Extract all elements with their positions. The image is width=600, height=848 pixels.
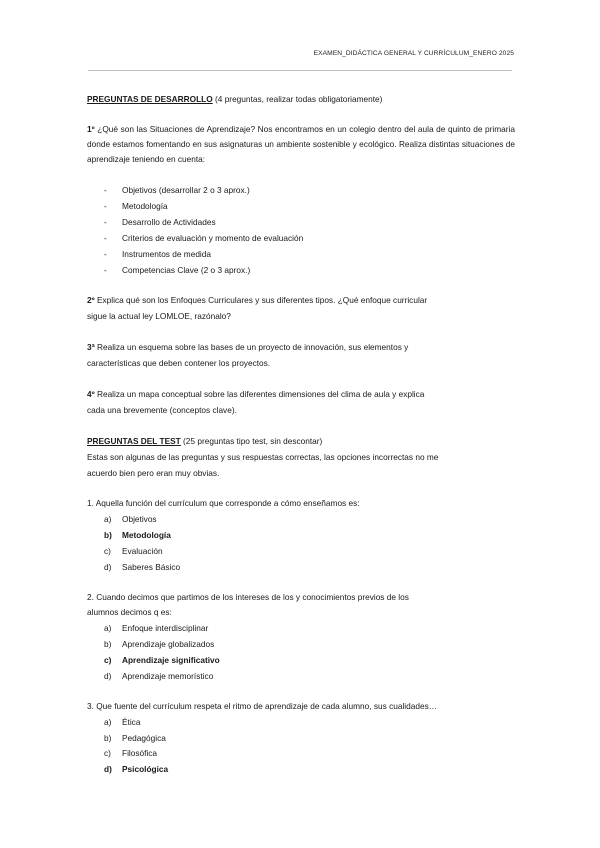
- header-divider: [88, 70, 512, 71]
- list-item-text: Metodología: [122, 201, 168, 211]
- test-heading: PREGUNTAS DEL TEST: [87, 436, 181, 446]
- option-letter: c): [104, 655, 112, 665]
- test-question-1: 1. Aquella función del currículum que corresponde a cómo enseñamos es:: [87, 498, 360, 508]
- option-letter: a): [104, 514, 112, 524]
- test-heading-note: (25 preguntas tipo test, sin descontar): [180, 436, 323, 446]
- question-4-number: 4º: [87, 389, 95, 399]
- option-letter: b): [104, 639, 112, 649]
- option-text: Aprendizaje globalizados: [122, 639, 215, 649]
- option-text: Enfoque interdisciplinar: [122, 623, 209, 633]
- question-2-number: 2º: [87, 295, 95, 305]
- list-item-text: Desarrollo de Actividades: [122, 217, 216, 227]
- test-intro: Estas son algunas de las preguntas y sus respuestas correctas, las opciones incorrectas no me: [87, 452, 439, 462]
- option-letter: b): [104, 530, 112, 540]
- question-3-number: 3ª: [87, 342, 95, 352]
- list-item-text: Competencias Clave (2 o 3 aprox.): [122, 265, 251, 275]
- option-letter: c): [104, 748, 111, 758]
- test-question-2: 2. Cuando decimos que partimos de los intereses de los y conocimientos previos de los: [87, 592, 409, 602]
- option-text: Ética: [122, 717, 141, 727]
- question-1: [87, 122, 515, 167]
- option-letter: a): [104, 717, 112, 727]
- question-2: [87, 293, 427, 308]
- option-text: Metodología: [122, 530, 171, 540]
- question-3-continued: características que deben contener los proyectos.: [87, 358, 271, 368]
- dash-marker: -: [104, 233, 107, 243]
- option-text: Pedagógica: [122, 733, 166, 743]
- test-heading-line: [87, 434, 322, 449]
- dash-marker: -: [104, 201, 107, 211]
- desarrollo-heading-line: [87, 92, 382, 107]
- option-text: Aprendizaje significativo: [122, 655, 220, 665]
- dash-marker: -: [104, 249, 107, 259]
- dash-marker: -: [104, 217, 107, 227]
- desarrollo-heading-note: (4 preguntas, realizar todas obligatoriamente): [212, 94, 383, 104]
- option-letter: d): [104, 562, 112, 572]
- option-text: Filosófica: [122, 748, 158, 758]
- option-text: Saberes Básico: [122, 562, 181, 572]
- question-3: [87, 340, 408, 355]
- question-1-text: ¿Qué son las Situaciones de Aprendizaje? Nos encontramos en un colegio dentro del aula de quinto de primaria donde estamos fomentando en sus asignaturas un ambiente sostenible y ecológico. Realiza distintas situaciones de aprendizaje teniendo en cuenta:: [87, 124, 515, 164]
- question-4-text: Realiza un mapa conceptual sobre las diferentes dimensiones del clima de aula y explica: [94, 389, 425, 399]
- question-3-text: Realiza un esquema sobre las bases de un proyecto de innovación, sus elementos y: [94, 342, 409, 352]
- option-text: Psicológica: [122, 764, 169, 774]
- option-letter: b): [104, 733, 112, 743]
- question-1-number: 1º: [87, 124, 95, 134]
- option-letter: a): [104, 623, 112, 633]
- list-item-text: Objetivos (desarrollar 2 o 3 aprox.): [122, 185, 250, 195]
- option-letter: c): [104, 546, 111, 556]
- dash-marker: -: [104, 265, 107, 275]
- option-text: Aprendizaje memorístico: [122, 671, 214, 681]
- dash-marker: -: [104, 185, 107, 195]
- question-4: [87, 387, 424, 402]
- test-question-3: 3. Que fuente del currículum respeta el ritmo de aprendizaje de cada alumno, sus cualidades…: [87, 701, 438, 711]
- test-question-2-continued: alumnos decimos q es:: [87, 607, 172, 617]
- option-letter: d): [104, 671, 112, 681]
- question-4-continued: cada una brevemente (conceptos clave).: [87, 405, 237, 415]
- list-item-text: Instrumentos de medida: [122, 249, 212, 259]
- desarrollo-heading: PREGUNTAS DE DESARROLLO: [87, 94, 213, 104]
- document-header: EXAMEN_DIDÁCTICA GENERAL Y CURRÍCULUM_ENERO 2025: [313, 50, 514, 57]
- option-text: Objetivos: [122, 514, 157, 524]
- question-2-continued: sigue la actual ley LOMLOE, razónalo?: [87, 311, 231, 321]
- list-item-text: Criterios de evaluación y momento de evaluación: [122, 233, 304, 243]
- question-2-text: Explica qué son los Enfoques Curriculares y sus diferentes tipos. ¿Qué enfoque curricular: [94, 295, 428, 305]
- test-intro-continued: acuerdo bien pero eran muy obvias.: [87, 468, 220, 478]
- option-text: Evaluación: [122, 546, 163, 556]
- option-letter: d): [104, 764, 112, 774]
